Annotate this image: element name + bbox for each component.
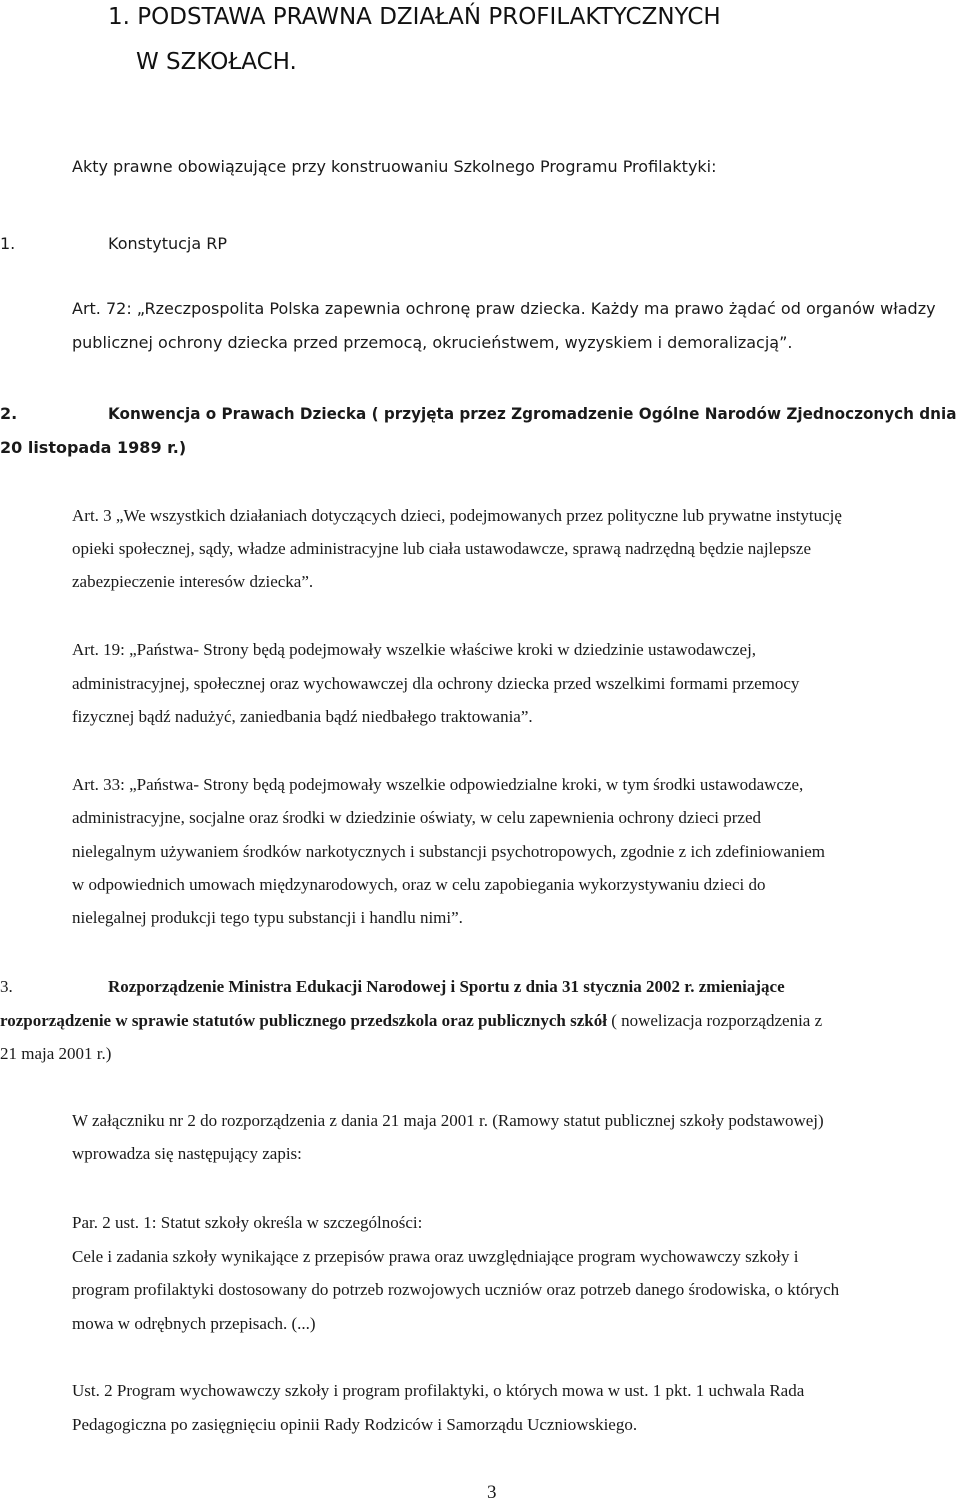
art33-line5: nielegalnej produkcji tego typu substancji i handlu nimi”. [72,908,463,927]
page-number: 3 [487,1482,497,1503]
item3-title-line2 [0,1011,822,1031]
item2-title-line1: Konwencja o Prawach Dziecka ( przyjęta przez Zgromadzenie Ogólne Narodów Zjednoczonych dnia [108,404,957,423]
item2-title-line2: 20 listopada 1989 r.) [0,438,187,457]
item3-title-line3: 21 maja 2001 r.) [0,1044,112,1063]
art33-line2: administracyjne, socjalne oraz środki w dziedzinie oświaty, w celu zapewnienia ochrony dzieci przed [72,808,762,827]
item3-title-line2-rest: ( nowelizacja rozporządzenia z [606,1011,823,1030]
intro-text: Akty prawne obowiązujące przy konstruowaniu Szkolnego Programu Profilaktyki: [72,157,717,176]
par2-heading: Par. 2 ust. 1: Statut szkoły określa w szczególności: [72,1213,423,1232]
art72-line1: Art. 72: „Rzeczpospolita Polska zapewnia ochronę praw dziecka. Każdy ma prawo żądać od organów władzy [72,299,936,318]
ust2-line1: Ust. 2 Program wychowawczy szkoły i program profilaktyki, o których mowa w ust. 1 pkt. 1 uchwala Rada [72,1381,805,1400]
art3-line3: zabezpieczenie interesów dziecka”. [72,572,314,591]
art33-line4: w odpowiednich umowach międzynarodowych, oraz w celu zapobiegania wykorzystywaniu dzieci do [72,875,766,894]
item3-number: 3. [0,977,13,996]
item3-title-line1: Rozporządzenie Ministra Edukacji Narodowej i Sportu z dnia 31 stycznia 2002 r. zmieniające [108,977,785,996]
art19-line2: administracyjnej, społecznej oraz wychowawczej dla ochrony dziecka przed wszelkimi formami przemocy [72,674,800,693]
par2-line1: Cele i zadania szkoły wynikające z przepisów prawa oraz uwzględniające program wychowawczy szkoły i [72,1247,799,1266]
art33-line3: nielegalnym używaniem środków narkotycznych i substancji psychotropowych, zgodnie z ich zdefiniowaniem [72,842,825,861]
par2-line3: mowa w odrębnych przepisach. (...) [72,1314,316,1333]
item1-number: 1. [0,234,16,253]
art19-line1: Art. 19: „Państwa- Strony będą podejmowały wszelkie właściwe kroki w dziedzinie ustawodawczej, [72,640,757,659]
section-heading-line1: 1. PODSTAWA PRAWNA DZIAŁAŃ PROFILAKTYCZNYCH [108,4,721,30]
art19-line3: fizycznej bądź nadużyć, zaniedbania bądź niedbałego traktowania”. [72,707,533,726]
art33-line1: Art. 33: „Państwa- Strony będą podejmowały wszelkie odpowiedzialne kroki, w tym środki ustawodawcze, [72,775,804,794]
item2-number: 2. [0,404,18,423]
art3-line2: opieki społecznej, sądy, władze administracyjne lub ciała ustawodawcze, sprawą nadrzędną będzie najlepsze [72,539,812,558]
art72-line2: publicznej ochrony dziecka przed przemocą, okrucieństwem, wyzyskiem i demoralizacją”. [72,333,793,352]
annex-line2: wprowadza się następujący zapis: [72,1144,302,1163]
art3-line1: Art. 3 „We wszystkich działaniach dotyczących dzieci, podejmowanych przez polityczne lub prywatne instytucję [72,506,842,525]
annex-line1: W załączniku nr 2 do rozporządzenia z dania 21 maja 2001 r. (Ramowy statut publicznej szkoły podstawowej) [72,1111,824,1130]
ust2-line2: Pedagogiczna po zasięgnięciu opinii Rady Rodziców i Samorządu Uczniowskiego. [72,1415,638,1434]
item3-title-line2-bold: rozporządzenie w sprawie statutów publicznego przedszkola oraz publicznych szkół [0,1011,607,1030]
par2-line2: program profilaktyki dostosowany do potrzeb rozwojowych uczniów oraz potrzeb danego środowiska, o których [72,1280,840,1299]
section-heading-line2: W SZKOŁACH. [136,49,297,75]
item1-title: Konstytucja RP [108,234,228,253]
